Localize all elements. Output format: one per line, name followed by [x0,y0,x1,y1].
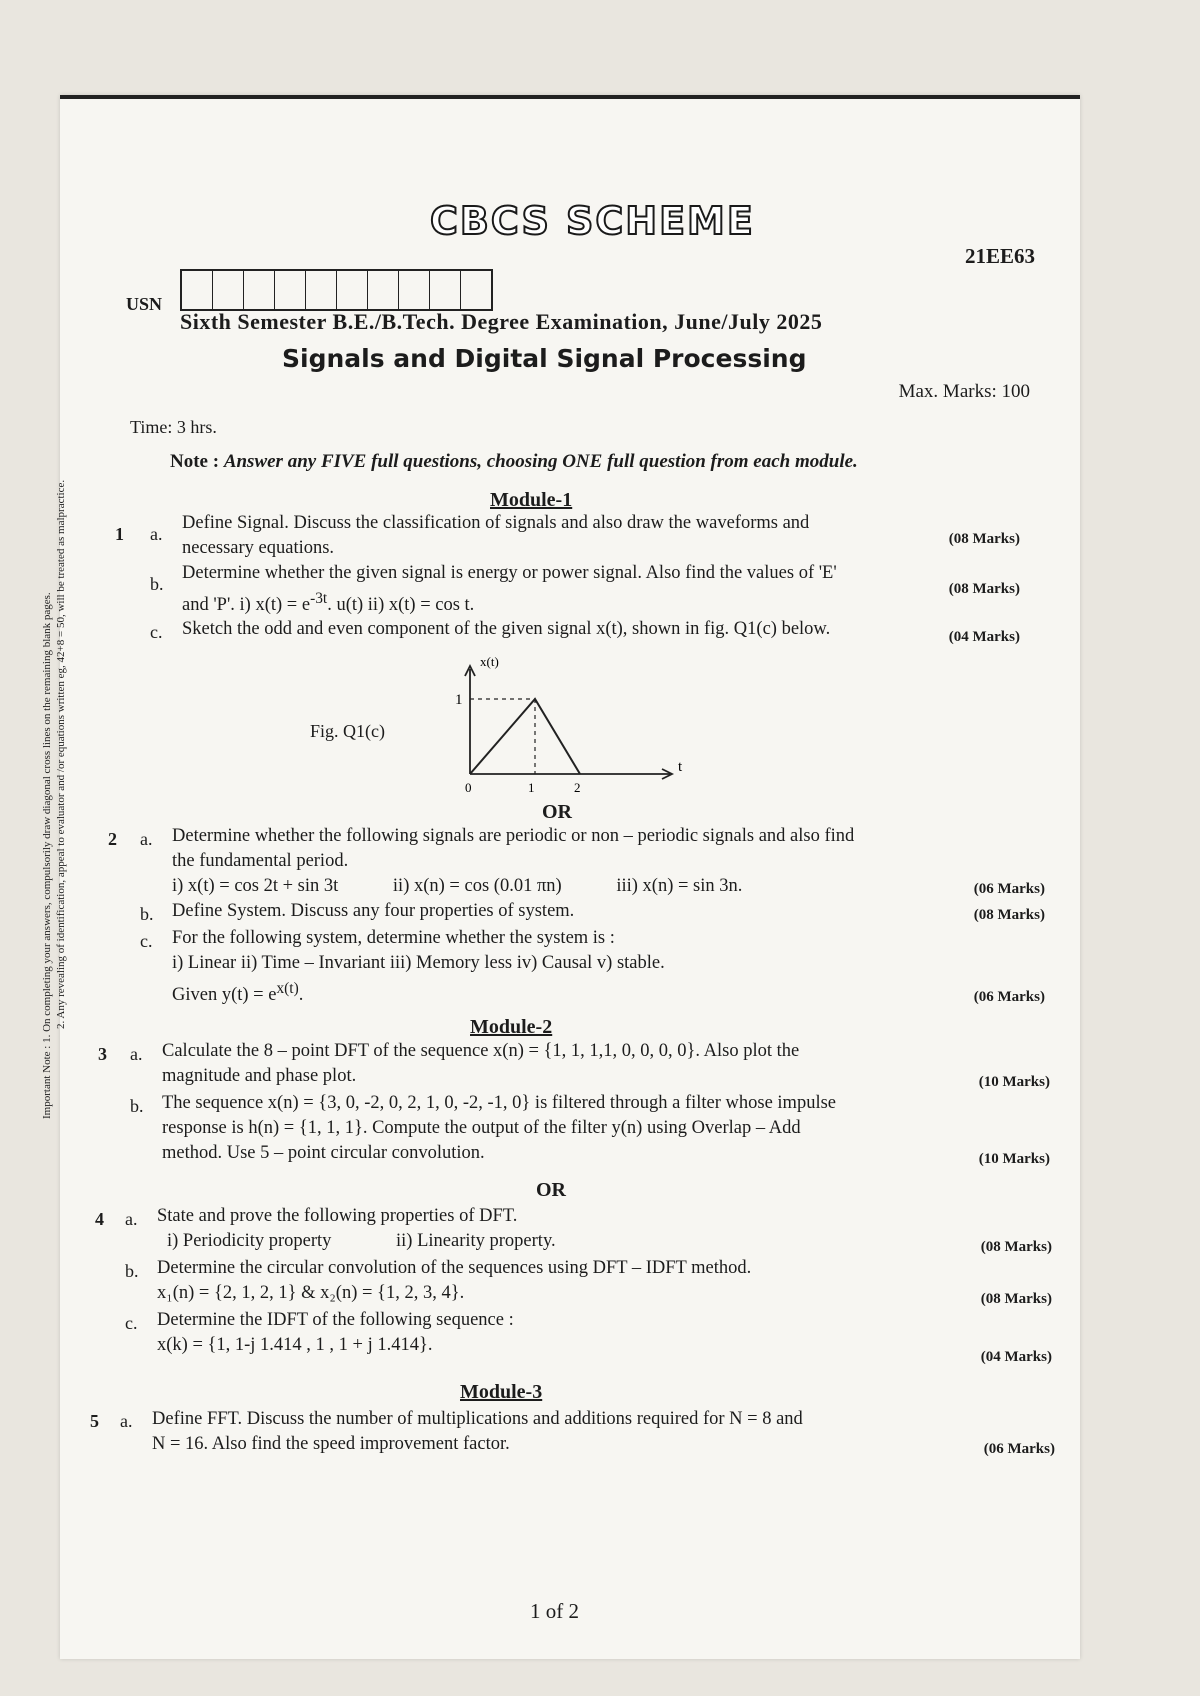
q4a-marks: (08 Marks) [980,1239,1052,1255]
q3b-line1: The sequence x(n) = {3, 0, -2, 0, 2, 1, 0, -2, -1, 0} is filtered through a filter whose impulse [162,1093,836,1113]
q5a-marks: (06 Marks) [983,1441,1055,1457]
q2c-line3-part2: . [298,985,304,1006]
q1a-line2: necessary equations. [182,538,335,558]
q2a-option-ii: ii) x(n) = cos (0.01 πn) [392,876,562,896]
q5a-text [152,1407,1042,1457]
q1b-line1: Determine whether the given signal is energy or power signal. Also find the values of 'E' [182,563,837,583]
q1b-line2 [182,586,1042,618]
q2a-marks: (06 Marks) [973,881,1045,897]
fig-tick-2: 2 [574,780,581,794]
q1b-marks: (08 Marks) [948,581,1020,597]
q3a-label: a. [130,1044,143,1064]
q3-number: 3 [98,1044,107,1064]
fig-tick-1-y: 1 [455,692,463,708]
exam-page [41,95,1080,1659]
q4b-marks: (08 Marks) [980,1291,1052,1307]
q1a-marks: (08 Marks) [948,531,1020,547]
usn-box [368,271,399,309]
time-allowed: Time: 3 hrs. [130,417,217,437]
fig-q1c-graph [440,654,700,794]
q2a-text [172,824,1052,899]
usn-box [275,271,306,309]
q4c-line1: Determine the IDFT of the following sequence : [157,1310,514,1330]
q4a-text [157,1204,1037,1254]
q2a-line1: Determine whether the following signals are periodic or non – periodic signals and also find [172,826,855,846]
page-number: 1 of 2 [530,1599,579,1623]
usn-box [430,271,461,309]
q1a-line1: Define Signal. Discuss the classification of signals and also draw the waveforms and [182,513,810,533]
usn-boxes [180,269,493,311]
max-marks: Max. Marks: 100 [898,381,1030,402]
q2c-line1: For the following system, determine whether the system is : [172,928,615,948]
q3b-line3: method. Use 5 – point circular convolution. [162,1143,485,1163]
q2c-line3 [172,976,1032,1008]
usn-box [182,271,213,309]
q5a-line2: N = 16. Also find the speed improvement factor. [152,1434,510,1454]
q2a-option-i: i) x(t) = cos 2t + sin 3t [172,876,339,896]
fig-tick-1: 1 [528,780,535,794]
q4b-line2: x₁(n) = {2, 1, 2, 1} & x₂(n) = {1, 2, 3, 4}. [157,1283,465,1303]
usn-box [337,271,368,309]
q3b-label: b. [130,1096,144,1116]
q1a-label: a. [150,524,163,544]
q1b-line2-part1: and 'P'. i) x(t) = e [182,595,311,616]
q5-number: 5 [90,1411,99,1431]
q3b-text [162,1091,1052,1166]
subject-title: Signals and Digital Signal Processing [282,344,807,373]
q3a-line1: Calculate the 8 – point DFT of the sequence x(n) = {1, 1, 1,1, 0, 0, 0, 0}. Also plot the [162,1041,800,1061]
usn-label: USN [126,294,163,314]
q2b-label: b. [140,904,154,924]
q2a-options [172,874,1052,899]
q2c-line3-part1: Given y(t) = e [172,985,277,1006]
q1c-marks: (04 Marks) [948,629,1020,645]
q2a-label: a. [140,829,153,849]
scheme-title: CBCS SCHEME [430,199,755,243]
note-label: Note : [170,451,220,472]
usn-box [461,271,491,309]
q2c-exponent: x(t) [276,980,299,997]
q4b-label: b. [125,1261,139,1281]
q3a-text [162,1039,1052,1089]
fig-tick-0: 0 [465,780,472,794]
q2-number: 2 [108,829,117,849]
q1c-label: c. [150,622,163,642]
q4a-option-ii: ii) Linearity property. [396,1231,556,1251]
usn-box [306,271,337,309]
q3b-line2: response is h(n) = {1, 1, 1}. Compute the output of the filter y(n) using Overlap – Add [162,1118,801,1138]
side-note-line2: 2. Any revealing of identification, appeal to evaluator and /or equations written eg, 42+8 = 50, will be treated as malpractice. [55,479,67,1029]
usn-box [213,271,244,309]
q1c-text: Sketch the odd and even component of the given signal x(t), shown in fig. Q1(c) below. [182,619,831,639]
or-divider-2: OR [536,1179,566,1201]
q2a-line2: the fundamental period. [172,851,349,871]
or-divider-1: OR [542,801,572,823]
q4c-label: c. [125,1313,138,1333]
instructions-note [170,451,858,473]
usn-box [244,271,275,309]
q4a-label: a. [125,1209,138,1229]
q1b-label: b. [150,574,164,594]
q4b-line1: Determine the circular convolution of the sequences using DFT – IDFT method. [157,1258,752,1278]
q3a-line2: magnitude and phase plot. [162,1066,357,1086]
q4c-line2: x(k) = {1, 1-j 1.414 , 1 , 1 + j 1.414}. [157,1335,433,1355]
q1a-text [182,511,1042,561]
q2c-line2: i) Linear ii) Time – Invariant iii) Memory less iv) Causal v) stable. [172,953,665,973]
side-note-label: Important Note : [41,1045,53,1119]
fig-y-label: x(t) [480,654,499,669]
q2b-marks: (08 Marks) [973,907,1045,923]
note-text: Answer any FIVE full questions, choosing ONE full question from each module. [223,451,858,472]
fig-q1c-label: Fig. Q1(c) [310,721,385,741]
q2c-text [172,926,1032,1008]
q2a-option-iii: iii) x(n) = sin 3n. [616,876,743,896]
module-1-heading: Module-1 [490,489,573,511]
q1b-text [182,561,1042,618]
module-2-heading: Module-2 [470,1016,553,1038]
q2b-text: Define System. Discuss any four properties of system. [172,901,575,921]
important-note [40,199,68,1119]
q4c-text [157,1308,1037,1358]
subject-code: 21EE63 [964,244,1035,268]
fig-x-label: t [678,759,683,775]
q4a-option-i: i) Periodicity property [167,1231,332,1251]
q4a-options [157,1229,1037,1254]
q4b-text [157,1256,1037,1306]
module-3-heading: Module-3 [460,1381,543,1403]
exam-title: Sixth Semester B.E./B.Tech. Degree Examination, June/July 2025 [180,309,823,334]
q4c-marks: (04 Marks) [980,1349,1052,1365]
q4a-line1: State and prove the following properties of DFT. [157,1206,518,1226]
q1b-exponent: -3t [310,590,328,607]
q3b-marks: (10 Marks) [978,1151,1050,1167]
q1-number: 1 [115,524,124,544]
side-note-line1: 1. On completing your answers, compulsorily draw diagonal cross lines on the remaining blank pages. [41,592,53,1043]
q2c-label: c. [140,931,153,951]
q4-number: 4 [95,1209,104,1229]
q5a-line1: Define FFT. Discuss the number of multiplications and additions required for N = 8 and [152,1409,803,1429]
q2c-marks: (06 Marks) [973,989,1045,1005]
usn-box [399,271,430,309]
q3a-marks: (10 Marks) [978,1074,1050,1090]
q5a-label: a. [120,1411,133,1431]
q1b-line2-part2: . u(t) ii) x(t) = cos t. [327,595,475,616]
signal-triangle [470,699,580,774]
